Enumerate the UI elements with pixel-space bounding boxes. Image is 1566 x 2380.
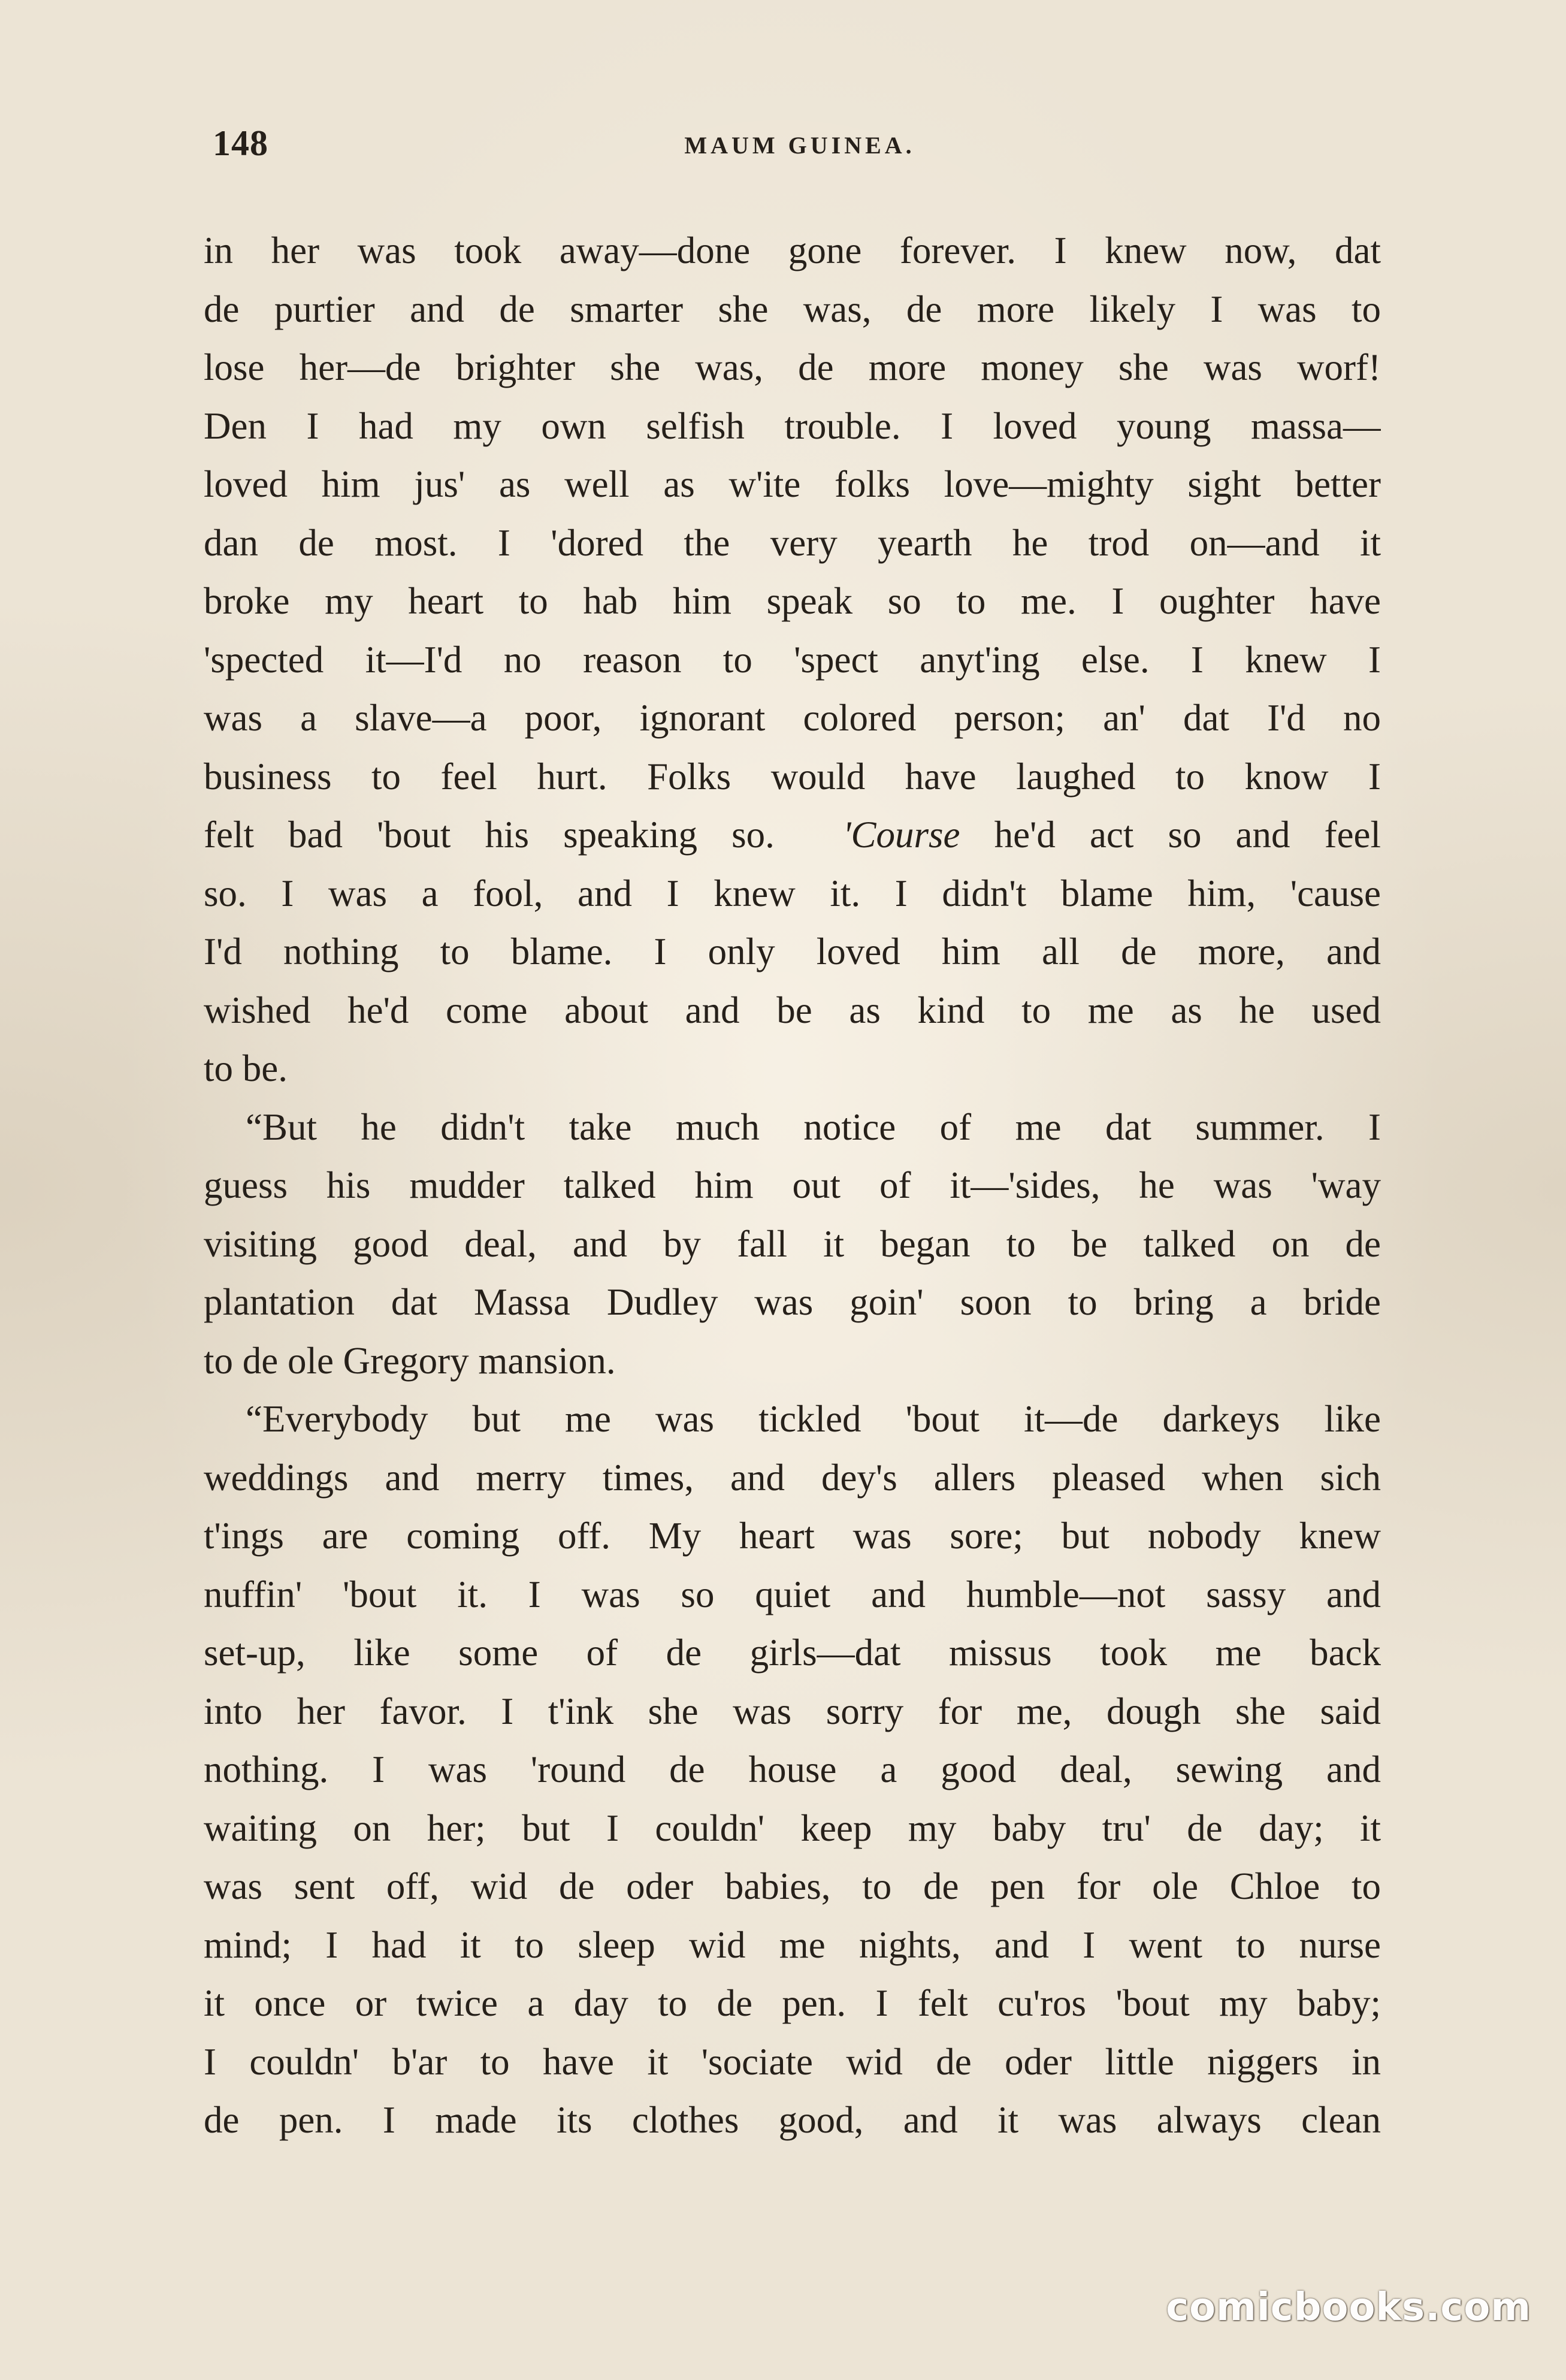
text-line: guess his mudder talked him out of it—'sides, he was 'way [204,1164,1381,1206]
text-line: into her favor. I t'ink she was sorry for me, dough she said [204,1690,1381,1732]
italic-word: 'Course [843,814,960,856]
text-line: I couldn' b'ar to have it 'sociate wid de oder little niggers in [204,2040,1381,2083]
running-head: MAUM GUINEA. [684,132,915,159]
body-text [204,222,1381,2139]
text-line: de purtier and de smarter she was, de more likely I was to [204,288,1381,330]
text-line: visiting good deal, and by fall it began to be talked on de [204,1222,1381,1265]
text-line: I'd nothing to blame. I only loved him all de more, and [204,931,1381,972]
text-line: set-up, like some of de girls—dat missus took me back [204,1632,1381,1674]
text-line: “But he didn't take much notice of me dat summer. I [246,1106,1381,1148]
text-line: mind; I had it to sleep wid me nights, and I went to nurse [204,1923,1381,1966]
text-line: in her was took away—done gone forever. I knew now, dat [204,229,1381,271]
text-line: broke my heart to hab him speak so to me. I oughter have [204,580,1381,622]
text-line: t'ings are coming off. My heart was sore; but nobody knew [204,1515,1381,1557]
text-line: was a slave—a poor, ignorant colored person; an' dat I'd no [204,697,1381,739]
text-line: to be. [204,1047,288,1089]
text-line: lose her—de brighter she was, de more money she was worf! [204,346,1381,388]
text-segment: he'd act so and feel [960,814,1381,856]
text-line: to de ole Gregory mansion. [204,1339,616,1382]
text-line: business to feel hurt. Folks would have laughed to know I [204,755,1381,798]
text-line: “Everybody but me was tickled 'bout it—de darkeys like [246,1398,1381,1440]
text-line: Den I had my own selfish trouble. I loved young massa— [204,404,1381,447]
text-line: waiting on her; but I couldn' keep my baby tru' de day; it [204,1807,1381,1849]
page-header [213,123,1387,177]
text-line: wished he'd come about and be as kind to me as he used [204,989,1381,1031]
text-line: plantation dat Massa Dudley was goin' soon to bring a bride [204,1281,1381,1323]
text-line [204,806,1381,865]
text-line: dan de most. I 'dored the very yearth he trod on—and it [204,521,1381,564]
text-segment: felt bad 'bout his speaking so. [204,814,775,856]
text-line: loved him jus' as well as w'ite folks love—mighty sight better [204,463,1381,505]
text-line: nothing. I was 'round de house a good deal, sewing and [204,1748,1381,1790]
text-line: it once or twice a day to de pen. I felt cu'ros 'bout my baby; [204,1982,1381,2024]
text-line: nuffin' 'bout it. I was so quiet and humble—not sassy and [204,1573,1381,1615]
text-line: was sent off, wid de oder babies, to de pen for ole Chloe to [204,1865,1381,1907]
text-line: so. I was a fool, and I knew it. I didn't blame him, 'cause [204,872,1381,914]
page-number: 148 [213,123,268,163]
watermark: comicbooks.com [1166,2285,1531,2330]
text-line: 'spected it—I'd no reason to 'spect anyt'ing else. I knew I [204,638,1381,681]
text-line: weddings and merry times, and dey's allers pleased when sich [204,1456,1381,1499]
text-line: de pen. I made its clothes good, and it was always clean [204,2099,1381,2141]
